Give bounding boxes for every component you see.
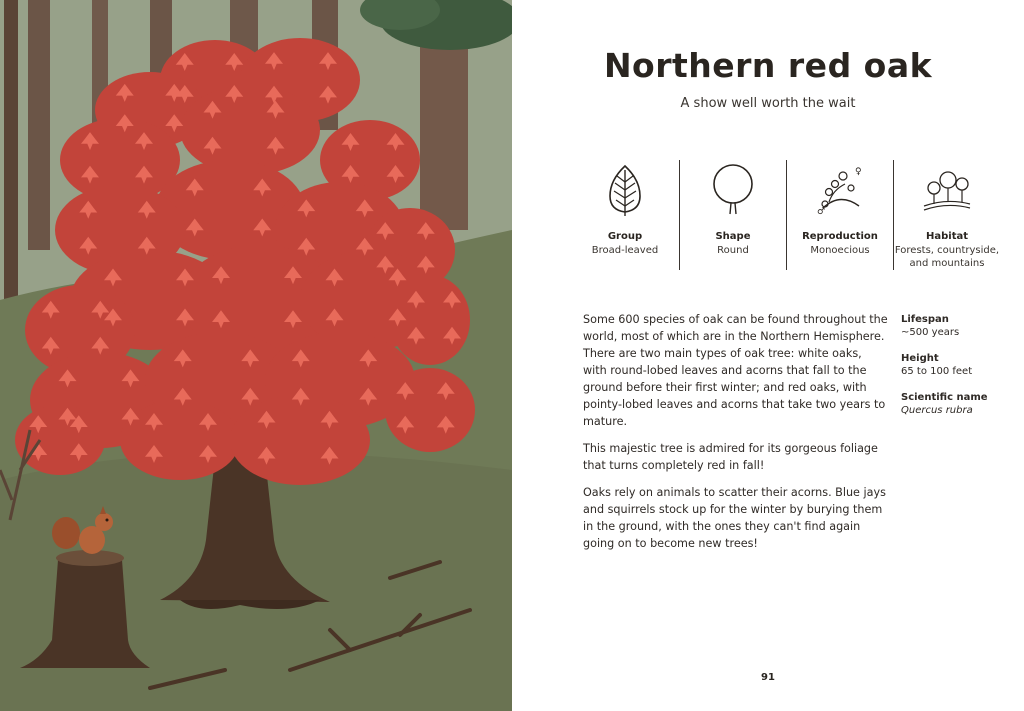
fact-scientific-name xyxy=(901,391,1021,417)
characteristic-value: Monoecious xyxy=(810,245,870,256)
characteristic-label: Group xyxy=(607,231,643,242)
text-page xyxy=(512,0,1024,711)
page-number: 91 xyxy=(761,672,775,683)
foliage-cluster xyxy=(120,400,240,480)
fact-value: Quercus rubra xyxy=(901,405,973,416)
foliage-cluster xyxy=(180,85,320,175)
svg-text:♀: ♀ xyxy=(855,167,862,177)
forest-icon xyxy=(922,162,972,216)
svg-text:♂: ♂ xyxy=(817,207,826,216)
body-paragraph: This majestic tree is admired for its gorgeous foliage that turns completely red in fall! xyxy=(583,442,878,472)
round-tree-icon xyxy=(708,162,758,216)
characteristic-value: Forests, countryside, and mountains xyxy=(894,245,1000,269)
fact-height xyxy=(901,352,1021,378)
characteristics-row xyxy=(572,160,1004,270)
background-trunk xyxy=(28,0,50,250)
fact-label: Height xyxy=(901,353,939,364)
fact-label: Scientific name xyxy=(901,392,988,403)
characteristic-label: Habitat xyxy=(925,231,968,242)
fact-value: ~500 years xyxy=(901,327,960,338)
fact-value: 65 to 100 feet xyxy=(901,366,973,377)
characteristic-group xyxy=(572,160,678,270)
body-paragraph: Some 600 species of oak can be found throughout the world, most of which are in the Northern Hemisphere. There are two main types of oak tree: white oaks, with round-lobed leaves and acorns that fall to the ground before their first winter; and red oaks, with pointy-lobed leaves and acorns that take two years to mature. xyxy=(583,313,888,428)
body-paragraph: Oaks rely on animals to scatter their acorns. Blue jays and squirrels stock up for the winter by burying them in the ground, with the ones they can't find again going on to become new trees! xyxy=(583,486,886,550)
characteristic-label: Reproduction xyxy=(802,231,878,242)
characteristic-value: Round xyxy=(717,245,749,256)
fact-lifespan xyxy=(901,313,1021,339)
page-title: Northern red oak xyxy=(603,46,933,85)
foliage-cluster xyxy=(230,395,370,485)
body-text xyxy=(583,311,888,562)
flowers-icon xyxy=(815,162,865,216)
fact-label: Lifespan xyxy=(901,314,949,325)
leaf-icon xyxy=(600,162,650,216)
facts-sidebar xyxy=(901,313,1021,430)
characteristic-habitat xyxy=(894,160,1000,270)
background-trunk xyxy=(4,0,18,310)
page-subtitle: A show well worth the wait xyxy=(680,96,856,111)
characteristic-shape xyxy=(680,160,786,270)
characteristic-label: Shape xyxy=(715,231,751,242)
characteristic-reproduction xyxy=(787,160,893,270)
foliage-cluster xyxy=(385,368,475,452)
characteristic-value: Broad-leaved xyxy=(591,245,659,256)
